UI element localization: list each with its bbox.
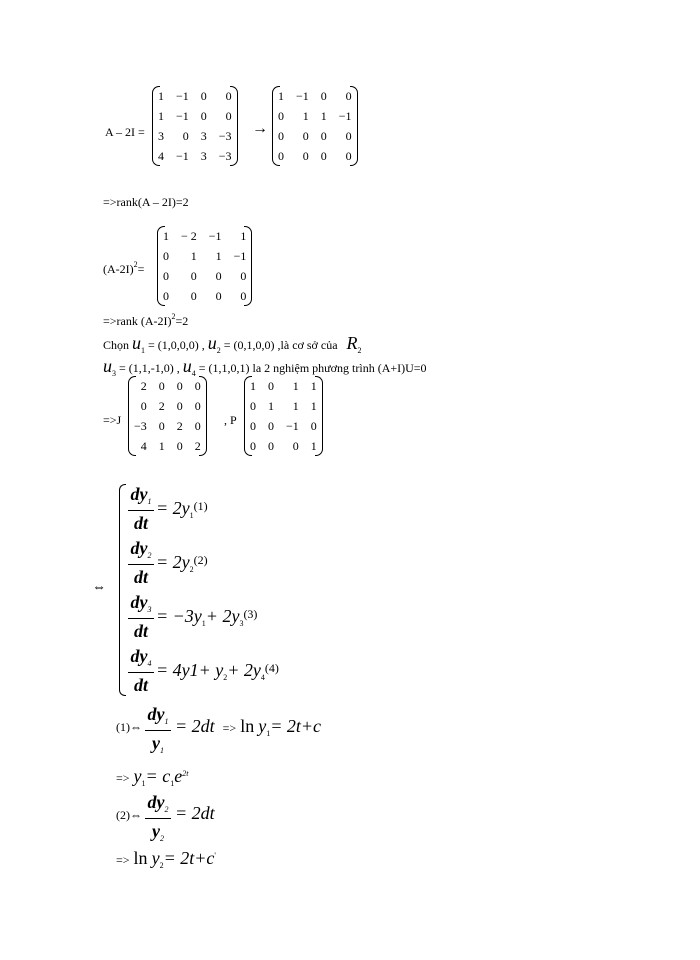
a2i-reduced-cell: 0: [278, 148, 284, 163]
square-cell: 0: [190, 268, 197, 283]
frac-step2: $dy_2$ $y_2$: [145, 792, 171, 845]
eq1-rhs: = $2y_1^{(1)}$: [156, 498, 208, 520]
j-cell: 0: [194, 418, 201, 433]
square-cell: 0: [190, 288, 197, 303]
a2i-reduced-row: [272, 86, 358, 106]
square-row: [157, 266, 252, 286]
square-cell: −1: [208, 228, 222, 243]
j-cell: 2: [140, 378, 147, 393]
j-cell: 0: [158, 418, 165, 433]
a2i-cell: 0: [225, 88, 232, 103]
j-row: [128, 376, 207, 396]
a2i-label: A – 2I =: [105, 125, 145, 139]
j-row: [128, 416, 207, 436]
p-cell: 0: [310, 418, 317, 433]
a2i-reduced-cell: 0: [345, 148, 352, 163]
arrow-icon: →: [252, 120, 268, 137]
a2i-cell: −1: [176, 148, 189, 163]
system-brace: [119, 484, 126, 696]
j-cell: 0: [176, 378, 183, 393]
a2i-cell: 0: [200, 88, 207, 103]
frac-step1: $dy_1$ $y_1$: [145, 704, 171, 757]
square-row: [157, 286, 252, 306]
a2i-cell: −1: [176, 108, 189, 123]
frac-dy1: $dy_1$ dt: [128, 484, 154, 533]
a2i-cell: 0: [200, 108, 207, 123]
square-cell: − 2: [181, 228, 197, 243]
a2i-reduced-row: [272, 106, 358, 126]
frac-dy4: $dy_4$ dt: [128, 646, 154, 695]
j-label: =>J: [103, 413, 122, 427]
j-cell: 0: [194, 378, 201, 393]
square-cell: 0: [163, 248, 169, 263]
square-row: [157, 246, 252, 266]
p-row: [244, 376, 323, 396]
eq3-rhs: = $-3y_1+ 2y_3^{(3)}$: [156, 606, 258, 628]
a2i-cell: 1: [158, 88, 164, 103]
step1-tag: (1)⇔: [116, 720, 142, 734]
p-label: , P: [224, 413, 237, 427]
step2-rhs: = 2dt: [175, 803, 215, 823]
a2i-reduced-cell: 1: [278, 88, 284, 103]
matrix-a2i: [152, 86, 238, 166]
p-cell: 0: [250, 418, 256, 433]
j-cell: 2: [158, 398, 165, 413]
frac-dy3: $dy_3$ dt: [128, 592, 154, 641]
p-cell: 0: [268, 438, 274, 453]
a2i-reduced-cell: 1: [302, 108, 309, 123]
square-cell: 1: [240, 228, 247, 243]
square-label: $(A-2I)^2=$: [103, 260, 145, 276]
a2i-reduced-row: [272, 126, 358, 146]
j-cell: 0: [194, 398, 201, 413]
a2i-cell: −3: [218, 128, 232, 143]
p-cell: 1: [292, 398, 299, 413]
a2i-cell: 4: [158, 148, 164, 163]
a2i-row: [152, 126, 238, 146]
a2i-reduced-cell: 0: [302, 128, 309, 143]
eq2-rhs: = $2y_2^{(2)}$: [156, 552, 208, 574]
nullspace-line: $u_3 = (1,1,-1,0)$ , $u_4 = (1,1,0,1)$ la 2 nghiệm phương trình (A+I)U=0: [103, 356, 427, 378]
equiv-icon: ⇔: [92, 580, 106, 595]
square-cell: 0: [240, 268, 247, 283]
matrix-p: [244, 376, 323, 456]
j-cell: 0: [176, 438, 183, 453]
a2i-cell: 0: [182, 128, 189, 143]
p-cell: 0: [268, 418, 274, 433]
square-cell: 1: [215, 248, 222, 263]
j-cell: 0: [158, 378, 165, 393]
a2i-reduced-cell: 0: [278, 128, 284, 143]
j-cell: 0: [176, 398, 183, 413]
square-cell: 0: [215, 288, 222, 303]
a2i-row: [152, 106, 238, 126]
j-row: [128, 436, 207, 456]
square-row: [157, 226, 252, 246]
a2i-reduced-cell: −1: [296, 88, 309, 103]
step1-rhs: = $2dt => \ln y_1= 2t+c$: [175, 716, 322, 738]
j-cell: 0: [140, 398, 147, 413]
p-cell: 1: [292, 378, 299, 393]
square-cell: −1: [233, 248, 247, 263]
j-cell: −3: [134, 418, 147, 433]
p-row: [244, 416, 323, 436]
p-cell: 0: [250, 438, 256, 453]
square-cell: 0: [163, 268, 169, 283]
p-cell: 1: [310, 438, 317, 453]
a2i-cell: −1: [176, 88, 189, 103]
p-cell: 1: [310, 398, 317, 413]
a2i-reduced-cell: 0: [320, 128, 327, 143]
a2i-cell: 3: [158, 128, 164, 143]
a2i-cell: −3: [218, 148, 232, 163]
frac-dy2: $dy_2$ dt: [128, 538, 154, 587]
matrix-j: [128, 376, 207, 456]
square-cell: 1: [163, 228, 169, 243]
p-cell: 1: [268, 398, 274, 413]
a2i-reduced-cell: 0: [320, 88, 327, 103]
square-cell: 0: [240, 288, 247, 303]
p-cell: 0: [292, 438, 299, 453]
a2i-reduced-cell: 0: [345, 128, 352, 143]
a2i-reduced-cell: 0: [320, 148, 327, 163]
basis-line: Chọn $u_1 = (1,0,0,0)$ , $u_2 = (0,1,0,0)$ ,là cơ sở của $R_2$: [103, 333, 362, 355]
a2i-cell: 3: [200, 128, 207, 143]
p-cell: −1: [286, 418, 299, 433]
a2i-row: [152, 86, 238, 106]
a2i-cell: 0: [225, 108, 232, 123]
a2i-reduced-cell: 0: [302, 148, 309, 163]
matrix-square: [157, 226, 252, 306]
square-cell: 0: [215, 268, 222, 283]
p-cell: 0: [250, 398, 256, 413]
a2i-reduced-cell: 1: [320, 108, 327, 123]
matrix-a2i-reduced: [272, 86, 358, 166]
p-row: [244, 436, 323, 456]
eq4-rhs: = $4y1+ y_2+ 2y_4^{(4)}$: [156, 660, 279, 682]
j-cell: 2: [194, 438, 201, 453]
rank-line-1: =>rank(A – 2I)=2: [103, 195, 189, 209]
j-cell: 4: [140, 438, 147, 453]
step2-tag: (2)⇔: [116, 808, 142, 822]
a2i-reduced-cell: 0: [345, 88, 352, 103]
a2i-row: [152, 146, 238, 166]
j-row: [128, 396, 207, 416]
p-cell: 0: [268, 378, 274, 393]
j-cell: 2: [176, 418, 183, 433]
p-cell: 1: [250, 378, 256, 393]
step1-result: => $y_1= c_1e^{2t}$: [116, 766, 189, 788]
a2i-reduced-cell: 0: [278, 108, 284, 123]
p-row: [244, 396, 323, 416]
a2i-cell: 1: [158, 108, 164, 123]
a2i-reduced-cell: −1: [338, 108, 352, 123]
step2-result: => $\ln y_2= 2t+c'$: [116, 848, 216, 870]
square-cell: 0: [163, 288, 169, 303]
j-cell: 1: [158, 438, 165, 453]
square-cell: 1: [190, 248, 197, 263]
rank-line-2: =>rank $(A-2I)^2=2$: [103, 312, 189, 328]
p-cell: 1: [310, 378, 317, 393]
a2i-reduced-row: [272, 146, 358, 166]
a2i-cell: 3: [200, 148, 207, 163]
